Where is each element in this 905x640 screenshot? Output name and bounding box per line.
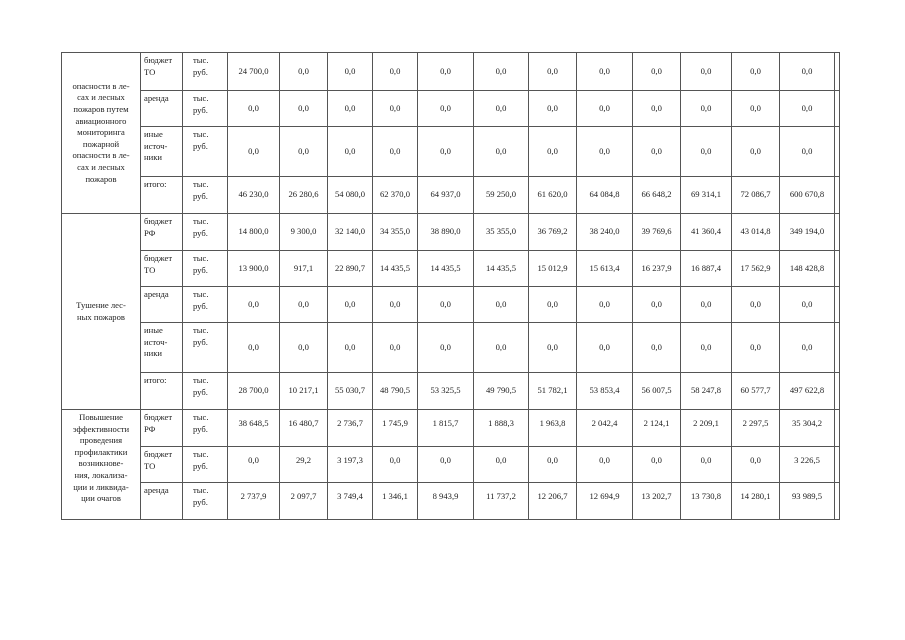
value-cell: 0,0 <box>474 53 529 91</box>
value-cell: 0,0 <box>681 447 732 483</box>
value-cell: 0,0 <box>633 127 681 177</box>
value-cell: 61 620,0 <box>529 177 577 214</box>
table-row <box>62 447 840 483</box>
source-cell: бюджет ТО <box>141 53 183 91</box>
value-cell: 1 888,3 <box>474 410 529 447</box>
value-cell: 49 790,5 <box>474 373 529 410</box>
value-cell: 0,0 <box>474 287 529 323</box>
value-cell: 0,0 <box>418 287 474 323</box>
value-cell: 16 887,4 <box>681 251 732 287</box>
value-cell: 0,0 <box>328 323 373 373</box>
value-cell: 0,0 <box>633 447 681 483</box>
value-cell: 0,0 <box>732 127 780 177</box>
value-cell: 0,0 <box>373 323 418 373</box>
value-cell: 51 782,1 <box>529 373 577 410</box>
value-cell: 1 745,9 <box>373 410 418 447</box>
table-edge-cell <box>835 323 840 373</box>
value-cell: 12 694,9 <box>577 483 633 520</box>
value-cell: 0,0 <box>328 127 373 177</box>
unit-cell: тыс. руб. <box>183 483 228 520</box>
value-cell: 0,0 <box>633 323 681 373</box>
value-cell: 32 140,0 <box>328 214 373 251</box>
value-cell: 53 853,4 <box>577 373 633 410</box>
table-body <box>62 53 840 520</box>
value-cell: 0,0 <box>577 91 633 127</box>
table-edge-cell <box>835 410 840 447</box>
value-cell: 64 084,8 <box>577 177 633 214</box>
value-cell: 0,0 <box>373 447 418 483</box>
value-cell: 16 237,9 <box>633 251 681 287</box>
value-cell: 0,0 <box>529 53 577 91</box>
value-cell: 15 613,4 <box>577 251 633 287</box>
value-cell: 2 124,1 <box>633 410 681 447</box>
value-cell: 0,0 <box>633 53 681 91</box>
value-cell: 38 240,0 <box>577 214 633 251</box>
unit-cell: тыс. руб. <box>183 410 228 447</box>
value-cell: 600 670,8 <box>780 177 835 214</box>
value-cell: 3 226,5 <box>780 447 835 483</box>
value-cell: 22 890,7 <box>328 251 373 287</box>
source-cell: итого: <box>141 177 183 214</box>
value-cell: 148 428,8 <box>780 251 835 287</box>
table-edge-cell <box>835 251 840 287</box>
value-cell: 28 700,0 <box>228 373 280 410</box>
table-edge-cell <box>835 373 840 410</box>
table-row <box>62 127 840 177</box>
unit-cell: тыс. руб. <box>183 447 228 483</box>
value-cell: 13 202,7 <box>633 483 681 520</box>
value-cell: 0,0 <box>577 53 633 91</box>
value-cell: 14 280,1 <box>732 483 780 520</box>
value-cell: 2 097,7 <box>280 483 328 520</box>
value-cell: 0,0 <box>529 447 577 483</box>
value-cell: 0,0 <box>780 323 835 373</box>
table-edge-cell <box>835 447 840 483</box>
table-edge-cell <box>835 127 840 177</box>
value-cell: 0,0 <box>373 127 418 177</box>
value-cell: 0,0 <box>577 323 633 373</box>
value-cell: 0,0 <box>373 287 418 323</box>
value-cell: 35 304,2 <box>780 410 835 447</box>
value-cell: 0,0 <box>780 53 835 91</box>
table-row <box>62 251 840 287</box>
table-row <box>62 373 840 410</box>
value-cell: 0,0 <box>328 91 373 127</box>
table-row <box>62 91 840 127</box>
unit-cell: тыс. руб. <box>183 91 228 127</box>
source-cell: иные источ- ники <box>141 323 183 373</box>
value-cell: 0,0 <box>280 323 328 373</box>
value-cell: 497 622,8 <box>780 373 835 410</box>
value-cell: 0,0 <box>228 287 280 323</box>
value-cell: 14 435,5 <box>418 251 474 287</box>
value-cell: 0,0 <box>474 127 529 177</box>
value-cell: 62 370,0 <box>373 177 418 214</box>
value-cell: 14 435,5 <box>373 251 418 287</box>
value-cell: 0,0 <box>474 91 529 127</box>
value-cell: 93 989,5 <box>780 483 835 520</box>
table-row <box>62 410 840 447</box>
value-cell: 0,0 <box>474 323 529 373</box>
value-cell: 24 700,0 <box>228 53 280 91</box>
activity-cell: опасности в ле- сах и лесных пожаров путем авиационного мониторинга пожарной опасности в ле- сах и лесных пожаров <box>62 53 141 214</box>
value-cell: 917,1 <box>280 251 328 287</box>
value-cell: 0,0 <box>418 127 474 177</box>
value-cell: 38 648,5 <box>228 410 280 447</box>
value-cell: 56 007,5 <box>633 373 681 410</box>
value-cell: 0,0 <box>280 53 328 91</box>
value-cell: 0,0 <box>577 447 633 483</box>
source-cell: аренда <box>141 91 183 127</box>
value-cell: 35 355,0 <box>474 214 529 251</box>
value-cell: 0,0 <box>529 323 577 373</box>
unit-cell: тыс. руб. <box>183 251 228 287</box>
value-cell: 0,0 <box>373 91 418 127</box>
value-cell: 1 963,8 <box>529 410 577 447</box>
value-cell: 11 737,2 <box>474 483 529 520</box>
value-cell: 66 648,2 <box>633 177 681 214</box>
activity-cell: Повышение эффективности проведения профилактики возникнове- ния, локализа- ции и ликвида- ции очагов <box>62 410 141 520</box>
value-cell: 2 297,5 <box>732 410 780 447</box>
value-cell: 2 209,1 <box>681 410 732 447</box>
value-cell: 2 736,7 <box>328 410 373 447</box>
value-cell: 43 014,8 <box>732 214 780 251</box>
table-edge-cell <box>835 53 840 91</box>
value-cell: 0,0 <box>529 127 577 177</box>
table-row <box>62 483 840 520</box>
value-cell: 0,0 <box>633 91 681 127</box>
value-cell: 0,0 <box>681 53 732 91</box>
value-cell: 3 749,4 <box>328 483 373 520</box>
value-cell: 13 900,0 <box>228 251 280 287</box>
unit-cell: тыс. руб. <box>183 53 228 91</box>
source-cell: аренда <box>141 483 183 520</box>
source-cell: бюджет РФ <box>141 214 183 251</box>
value-cell: 55 030,7 <box>328 373 373 410</box>
value-cell: 1 346,1 <box>373 483 418 520</box>
value-cell: 0,0 <box>780 287 835 323</box>
value-cell: 39 769,6 <box>633 214 681 251</box>
unit-cell: тыс. руб. <box>183 287 228 323</box>
value-cell: 0,0 <box>474 447 529 483</box>
value-cell: 0,0 <box>418 91 474 127</box>
value-cell: 53 325,5 <box>418 373 474 410</box>
value-cell: 0,0 <box>529 91 577 127</box>
value-cell: 3 197,3 <box>328 447 373 483</box>
table-row <box>62 287 840 323</box>
value-cell: 0,0 <box>780 91 835 127</box>
value-cell: 0,0 <box>732 91 780 127</box>
value-cell: 0,0 <box>418 323 474 373</box>
value-cell: 0,0 <box>228 127 280 177</box>
table-row <box>62 214 840 251</box>
value-cell: 0,0 <box>633 287 681 323</box>
value-cell: 0,0 <box>373 53 418 91</box>
source-cell: итого: <box>141 373 183 410</box>
value-cell: 0,0 <box>328 287 373 323</box>
activity-cell: Тушение лес- ных пожаров <box>62 214 141 410</box>
table-row <box>62 177 840 214</box>
source-cell: бюджет РФ <box>141 410 183 447</box>
value-cell: 0,0 <box>681 91 732 127</box>
value-cell: 26 280,6 <box>280 177 328 214</box>
source-cell: бюджет ТО <box>141 447 183 483</box>
value-cell: 0,0 <box>228 323 280 373</box>
value-cell: 0,0 <box>780 127 835 177</box>
value-cell: 69 314,1 <box>681 177 732 214</box>
value-cell: 0,0 <box>732 287 780 323</box>
table-edge-cell <box>835 214 840 251</box>
value-cell: 0,0 <box>732 447 780 483</box>
value-cell: 34 355,0 <box>373 214 418 251</box>
source-cell: бюджет ТО <box>141 251 183 287</box>
value-cell: 12 206,7 <box>529 483 577 520</box>
value-cell: 36 769,2 <box>529 214 577 251</box>
unit-cell: тыс. руб. <box>183 177 228 214</box>
value-cell: 0,0 <box>681 323 732 373</box>
value-cell: 0,0 <box>418 53 474 91</box>
value-cell: 0,0 <box>280 287 328 323</box>
value-cell: 72 086,7 <box>732 177 780 214</box>
value-cell: 349 194,0 <box>780 214 835 251</box>
value-cell: 0,0 <box>529 287 577 323</box>
table-edge-cell <box>835 483 840 520</box>
value-cell: 0,0 <box>732 53 780 91</box>
value-cell: 0,0 <box>228 91 280 127</box>
value-cell: 0,0 <box>280 127 328 177</box>
value-cell: 0,0 <box>681 287 732 323</box>
value-cell: 16 480,7 <box>280 410 328 447</box>
unit-cell: тыс. руб. <box>183 373 228 410</box>
value-cell: 0,0 <box>577 127 633 177</box>
value-cell: 13 730,8 <box>681 483 732 520</box>
value-cell: 15 012,9 <box>529 251 577 287</box>
value-cell: 46 230,0 <box>228 177 280 214</box>
table-edge-cell <box>835 91 840 127</box>
value-cell: 0,0 <box>418 447 474 483</box>
value-cell: 48 790,5 <box>373 373 418 410</box>
source-cell: аренда <box>141 287 183 323</box>
unit-cell: тыс. руб. <box>183 127 228 177</box>
budget-table <box>61 52 840 520</box>
value-cell: 14 800,0 <box>228 214 280 251</box>
value-cell: 38 890,0 <box>418 214 474 251</box>
value-cell: 0,0 <box>328 53 373 91</box>
value-cell: 2 042,4 <box>577 410 633 447</box>
table-row <box>62 323 840 373</box>
value-cell: 0,0 <box>681 127 732 177</box>
table-row <box>62 53 840 91</box>
value-cell: 2 737,9 <box>228 483 280 520</box>
value-cell: 59 250,0 <box>474 177 529 214</box>
value-cell: 54 080,0 <box>328 177 373 214</box>
value-cell: 60 577,7 <box>732 373 780 410</box>
value-cell: 29,2 <box>280 447 328 483</box>
value-cell: 17 562,9 <box>732 251 780 287</box>
value-cell: 41 360,4 <box>681 214 732 251</box>
value-cell: 64 937,0 <box>418 177 474 214</box>
value-cell: 58 247,8 <box>681 373 732 410</box>
value-cell: 10 217,1 <box>280 373 328 410</box>
value-cell: 0,0 <box>732 323 780 373</box>
value-cell: 0,0 <box>280 91 328 127</box>
value-cell: 1 815,7 <box>418 410 474 447</box>
unit-cell: тыс. руб. <box>183 323 228 373</box>
unit-cell: тыс. руб. <box>183 214 228 251</box>
table-edge-cell <box>835 287 840 323</box>
table-edge-cell <box>835 177 840 214</box>
value-cell: 0,0 <box>577 287 633 323</box>
source-cell: иные источ- ники <box>141 127 183 177</box>
value-cell: 14 435,5 <box>474 251 529 287</box>
value-cell: 8 943,9 <box>418 483 474 520</box>
value-cell: 9 300,0 <box>280 214 328 251</box>
value-cell: 0,0 <box>228 447 280 483</box>
